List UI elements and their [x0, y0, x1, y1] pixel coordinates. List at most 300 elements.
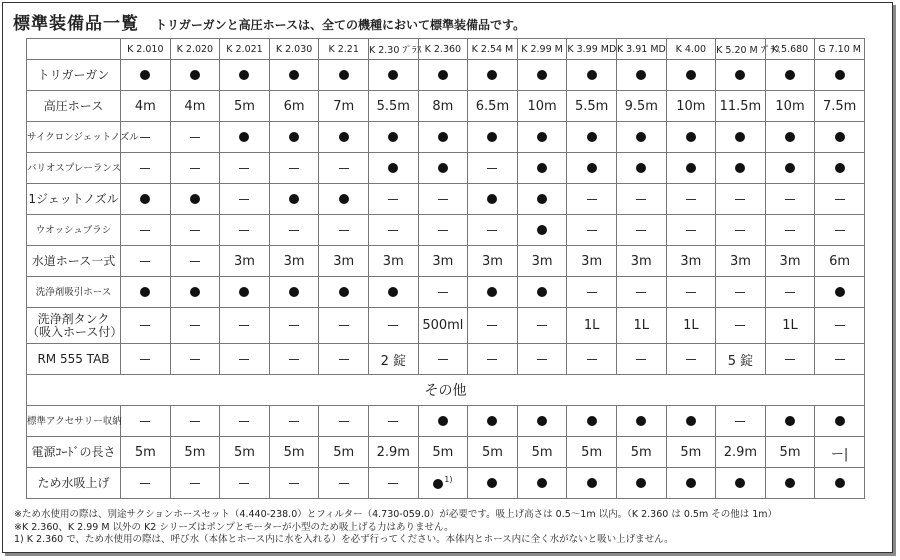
cell-value: 5m: [283, 444, 305, 460]
table-cell: [517, 246, 567, 277]
table-cell: [815, 246, 865, 277]
not-included-dash-icon: [835, 199, 845, 200]
row-label: トリガーガン: [27, 60, 121, 91]
included-dot-icon: [487, 70, 497, 80]
footnote: ※ため水使用の際は、別途サクションホースセット（4.440-238.0）とフィルター（4.730-059.0）が必要です。吸上げ高さは 0.5〜1m 以内。（K 2.360 は 0.5m その他は 1m）: [14, 509, 778, 520]
table-cell: [269, 91, 319, 122]
included-dot-icon: [587, 70, 597, 80]
model-header: K 2.010: [121, 39, 171, 60]
included-dot-icon: [289, 70, 299, 80]
not-included-dash-icon: [289, 230, 299, 231]
table-cell: [517, 344, 567, 375]
table-cell: [220, 437, 270, 468]
table-cell: [368, 344, 418, 375]
included-dot-icon: [835, 132, 845, 142]
cell-value: 5m: [234, 444, 255, 460]
not-included-dash-icon: [487, 230, 497, 231]
table-cell: [170, 122, 220, 153]
table-cell: [716, 437, 766, 468]
not-included-dash-icon: [636, 230, 646, 231]
model-header-row: [27, 39, 865, 60]
row-label: ウオッシュブラシ: [27, 215, 121, 246]
included-dot-icon: [735, 132, 745, 142]
table-cell: [368, 122, 418, 153]
table-cell: [716, 215, 766, 246]
table-cell: [815, 60, 865, 91]
not-included-dash-icon: [140, 421, 150, 422]
included-dot-icon: [339, 70, 349, 80]
included-dot-icon: [190, 70, 200, 80]
table-cell: [368, 468, 418, 499]
table-cell: [368, 277, 418, 308]
included-dot-icon: [835, 478, 845, 488]
table-cell: [567, 277, 617, 308]
not-included-dash-icon: [289, 483, 299, 484]
table-cell: [220, 215, 270, 246]
cell-value: 4m: [134, 98, 156, 114]
not-included-dash-icon: [239, 199, 249, 200]
table-cell: [517, 308, 567, 344]
cell-value: 3m: [581, 253, 603, 269]
table-cell: [220, 308, 270, 344]
table-cell: [616, 60, 666, 91]
table-cell: [368, 184, 418, 215]
model-header: K 2.030: [269, 39, 319, 60]
not-included-dash-icon: [785, 359, 795, 360]
table-cell: [517, 437, 567, 468]
table-cell: [220, 153, 270, 184]
included-dot-icon: [239, 132, 249, 142]
table-cell: [121, 153, 171, 184]
not-included-dash-icon: [735, 230, 745, 231]
table-cell: [666, 153, 716, 184]
table-cell: [319, 308, 369, 344]
table-cell: [418, 215, 468, 246]
cell-value: 5m: [630, 444, 652, 460]
included-dot-icon: [785, 478, 795, 488]
table-cell: [666, 60, 716, 91]
table-row: [27, 184, 865, 215]
table-cell: [269, 308, 319, 344]
table-row: [27, 215, 865, 246]
not-included-dash-icon: [190, 359, 200, 360]
table-cell: [716, 246, 766, 277]
included-dot-icon: [537, 163, 547, 173]
not-included-dash-icon: [388, 230, 398, 231]
not-included-dash-icon: [835, 359, 845, 360]
included-dot-icon: [636, 478, 646, 488]
not-included-dash-icon: [140, 230, 150, 231]
included-dot-icon: [686, 132, 696, 142]
not-included-dash-icon: [388, 199, 398, 200]
not-included-dash-icon: [785, 292, 795, 293]
table-cell: [220, 344, 270, 375]
included-dot-icon: [785, 416, 795, 426]
table-row: [27, 468, 865, 499]
row-label: バリオスプレーランス: [27, 153, 121, 184]
included-dot-icon: [289, 194, 299, 204]
not-included-dash-icon: [239, 359, 249, 360]
included-dot-icon: [438, 416, 448, 426]
included-dot-icon: [735, 478, 745, 488]
not-included-dash-icon: [587, 230, 597, 231]
table-cell: [319, 277, 369, 308]
cell-value: 3m: [729, 253, 751, 269]
footnote-marker: 1): [444, 474, 453, 484]
table-cell: [368, 60, 418, 91]
section-row: [27, 375, 865, 406]
cell-value: 1L: [782, 318, 798, 333]
cell-value: 3m: [333, 253, 355, 269]
table-cell: [121, 406, 171, 437]
table-cell: [468, 308, 518, 344]
section-heading-other: その他: [27, 375, 865, 406]
table-cell: [418, 60, 468, 91]
not-included-dash-icon: [190, 137, 200, 138]
table-cell: [220, 406, 270, 437]
cell-value: 5m: [333, 444, 355, 460]
table-cell: [517, 184, 567, 215]
cell-value: 5.5m: [574, 98, 609, 114]
table-cell: [121, 215, 171, 246]
cell-value: 3m: [630, 253, 652, 269]
not-included-dash-icon: [289, 325, 299, 326]
not-included-dash-icon: [438, 230, 448, 231]
table-cell: [765, 60, 815, 91]
included-dot-icon: [239, 70, 249, 80]
table-cell: [468, 344, 518, 375]
table-cell: [517, 406, 567, 437]
table-cell: [269, 344, 319, 375]
table-cell: [517, 122, 567, 153]
table-cell: [121, 246, 171, 277]
row-label: 標準アクセサリー収納: [27, 406, 121, 437]
not-included-dash-icon: [239, 421, 249, 422]
not-included-dash-icon: [785, 230, 795, 231]
table-cell: [616, 184, 666, 215]
not-included-dash-icon: [140, 261, 150, 262]
table-cell: [765, 122, 815, 153]
table-cell: [517, 153, 567, 184]
table-cell: [418, 122, 468, 153]
table-row: [27, 277, 865, 308]
not-included-dash-icon: [140, 483, 150, 484]
model-header: K 2.30 ﾌﾟﾗｽ: [368, 39, 418, 60]
model-header: K 2.99 M: [517, 39, 567, 60]
table-cell: [765, 153, 815, 184]
table-cell: [269, 277, 319, 308]
included-dot-icon: [537, 132, 547, 142]
table-cell: [121, 308, 171, 344]
included-dot-icon: [537, 225, 547, 235]
table-cell: [418, 437, 468, 468]
included-dot-icon: [686, 416, 696, 426]
table-cell: [220, 60, 270, 91]
cell-value: 7.5m: [822, 98, 857, 114]
table-cell: [319, 184, 369, 215]
cell-value: 500ml: [422, 318, 464, 333]
not-included-dash-icon: [140, 137, 150, 138]
included-dot-icon: [289, 287, 299, 297]
table-cell: [170, 184, 220, 215]
table-cell: [368, 215, 418, 246]
table-cell: [616, 437, 666, 468]
table-cell: [220, 468, 270, 499]
table-cell: [666, 277, 716, 308]
cell-value: 1L: [683, 318, 699, 333]
table-cell: [468, 122, 518, 153]
model-header: K 2.021: [220, 39, 270, 60]
cell-value: 3m: [432, 253, 454, 269]
not-included-dash-icon: [339, 325, 349, 326]
not-included-dash-icon: [339, 230, 349, 231]
table-cell: [121, 437, 171, 468]
table-cell: [567, 344, 617, 375]
table-row: [27, 308, 865, 344]
table-cell: [319, 437, 369, 468]
model-header: K 5.680: [765, 39, 815, 60]
cell-value: 3m: [779, 253, 801, 269]
table-cell: [170, 308, 220, 344]
table-cell: [418, 184, 468, 215]
included-dot-icon: [537, 70, 547, 80]
cell-value: 3m: [531, 253, 553, 269]
included-dot-icon: [835, 163, 845, 173]
footnote: ※K 2.360、K 2.99 M 以外の K2 シリーズはポンプとモーターが小型のため吸上げる力はありません。: [14, 521, 454, 533]
table-cell: [418, 308, 468, 344]
model-header: K 2.020: [170, 39, 220, 60]
table-cell: [368, 153, 418, 184]
table-cell: [666, 184, 716, 215]
cell-value: 5m: [432, 444, 454, 460]
cell-value: 3m: [283, 253, 305, 269]
cell-value: 7m: [333, 98, 355, 114]
table-cell: [815, 437, 865, 468]
table-cell: [765, 437, 815, 468]
cell-value: 1L: [583, 318, 600, 333]
included-dot-icon: [339, 287, 349, 297]
cell-value: 2 錠: [380, 353, 406, 369]
not-included-dash-icon: [190, 421, 200, 422]
table-cell: [765, 215, 815, 246]
cell-value: 1L: [633, 318, 649, 333]
table-cell: [567, 308, 617, 344]
cell-value: 5m: [680, 444, 702, 460]
table-cell: [765, 184, 815, 215]
table-row: [27, 406, 865, 437]
cell-value: 3m: [382, 253, 404, 269]
table-cell: [616, 246, 666, 277]
table-cell: [765, 246, 815, 277]
not-included-dash-icon: [239, 230, 249, 231]
table-cell: [170, 406, 220, 437]
table-cell: [567, 246, 617, 277]
table-cell: [815, 215, 865, 246]
table-cell: [220, 184, 270, 215]
table-cell: [468, 91, 518, 122]
included-dot-icon: [487, 478, 497, 488]
table-row: [27, 246, 865, 277]
table-cell: [418, 468, 468, 499]
included-dot-icon: [388, 287, 398, 297]
table-cell: [567, 468, 617, 499]
not-included-dash-icon: [587, 292, 597, 293]
table-row: [27, 437, 865, 468]
table-cell: [765, 277, 815, 308]
table-cell: [616, 215, 666, 246]
table-cell: [170, 153, 220, 184]
not-included-dash-icon: [239, 168, 249, 169]
table-cell: [269, 153, 319, 184]
included-dot-icon: [388, 163, 398, 173]
table-cell: [815, 184, 865, 215]
table-cell: [418, 406, 468, 437]
table-cell: [616, 308, 666, 344]
not-included-dash-icon: [388, 325, 398, 326]
cell-value: 3m: [680, 253, 702, 269]
table-cell: [616, 344, 666, 375]
cell-value: 9.5m: [624, 98, 658, 114]
corner-cell: [27, 39, 121, 60]
included-dot-icon: [388, 70, 398, 80]
included-dot-icon: [587, 163, 597, 173]
table-cell: [468, 437, 518, 468]
cell-value: 8m: [432, 98, 454, 114]
table-cell: [517, 215, 567, 246]
table-cell: [567, 91, 617, 122]
table-cell: [170, 246, 220, 277]
row-label: 高圧ホース: [27, 91, 121, 122]
table-cell: [765, 468, 815, 499]
included-dot-icon: [433, 479, 443, 489]
not-included-dash-icon: [140, 325, 150, 326]
table-cell: [815, 468, 865, 499]
not-included-dash-icon: [190, 230, 200, 231]
cell-value: 10m: [527, 98, 557, 114]
model-header: K 5.20 M ﾌﾟﾗｽ: [716, 39, 766, 60]
table-cell: [418, 153, 468, 184]
not-included-dash-icon: [785, 199, 795, 200]
not-included-dash-icon: [289, 359, 299, 360]
included-dot-icon: [636, 70, 646, 80]
table-cell: [418, 91, 468, 122]
cell-value: 5m: [779, 444, 801, 460]
table-row: [27, 91, 865, 122]
not-included-dash-icon: [537, 359, 547, 360]
model-header: K 3.99 MD: [567, 39, 617, 60]
table-cell: [765, 308, 815, 344]
included-dot-icon: [636, 163, 646, 173]
table-cell: [616, 277, 666, 308]
table-cell: [567, 406, 617, 437]
row-label: 電源ｺｰﾄﾞの長さ: [27, 437, 121, 468]
table-cell: [517, 277, 567, 308]
table-cell: [468, 277, 518, 308]
included-dot-icon: [487, 132, 497, 142]
not-included-dash-icon: [735, 325, 745, 326]
not-included-dash-icon: [339, 483, 349, 484]
table-cell: [418, 344, 468, 375]
table-cell: [716, 153, 766, 184]
table-cell: [716, 406, 766, 437]
table-cell: [815, 122, 865, 153]
table-cell: [220, 122, 270, 153]
not-included-dash-icon: [190, 483, 200, 484]
table-cell: [468, 468, 518, 499]
table-cell: [666, 468, 716, 499]
table-cell: [269, 246, 319, 277]
table-cell: [765, 344, 815, 375]
table-cell: [269, 215, 319, 246]
included-dot-icon: [686, 70, 696, 80]
cell-value: 10m: [676, 98, 706, 114]
included-dot-icon: [636, 132, 646, 142]
table-cell: [666, 308, 716, 344]
not-included-dash-icon: [438, 199, 448, 200]
table-cell: [468, 153, 518, 184]
table-cell: [666, 122, 716, 153]
included-dot-icon: [140, 70, 150, 80]
table-cell: [517, 91, 567, 122]
included-dot-icon: [636, 416, 646, 426]
table-cell: [666, 406, 716, 437]
table-cell: [716, 277, 766, 308]
table-cell: [468, 184, 518, 215]
included-dot-icon: [239, 287, 249, 297]
cell-value: 2.9m: [723, 444, 758, 460]
table-cell: [716, 122, 766, 153]
table-cell: [269, 60, 319, 91]
included-dot-icon: [537, 416, 547, 426]
table-cell: [319, 60, 369, 91]
table-cell: [170, 437, 220, 468]
included-dot-icon: [190, 287, 200, 297]
table-cell: [170, 468, 220, 499]
table-cell: [121, 91, 171, 122]
included-dot-icon: [140, 287, 150, 297]
table-cell: [319, 122, 369, 153]
cell-value: 5m: [234, 98, 255, 114]
not-included-dash-icon: [388, 421, 398, 422]
included-dot-icon: [438, 163, 448, 173]
included-dot-icon: [587, 478, 597, 488]
not-included-dash-icon: [686, 199, 696, 200]
table-cell: [319, 246, 369, 277]
not-included-dash-icon: [289, 421, 299, 422]
table-cell: [468, 406, 518, 437]
cell-value: 5m: [531, 444, 553, 460]
included-dot-icon: [487, 287, 497, 297]
cell-value: 5m: [581, 444, 603, 460]
table-cell: [716, 468, 766, 499]
table-cell: [121, 468, 171, 499]
table-cell: [468, 60, 518, 91]
table-cell: [368, 437, 418, 468]
not-included-dash-icon: [339, 168, 349, 169]
table-cell: [269, 184, 319, 215]
row-label: 水道ホース一式: [27, 246, 121, 277]
table-cell: [567, 153, 617, 184]
row-label: 洗浄剤タンク （吸入ホース付）: [27, 308, 121, 344]
not-included-dash-icon: [636, 359, 646, 360]
model-header: K 2.21: [319, 39, 369, 60]
not-included-dash-icon: [239, 483, 249, 484]
not-included-dash-icon: [339, 421, 349, 422]
not-included-dash-icon: [339, 359, 349, 360]
not-included-dash-icon: [686, 230, 696, 231]
not-included-dash-icon: [686, 359, 696, 360]
not-included-dash-icon: [140, 168, 150, 169]
